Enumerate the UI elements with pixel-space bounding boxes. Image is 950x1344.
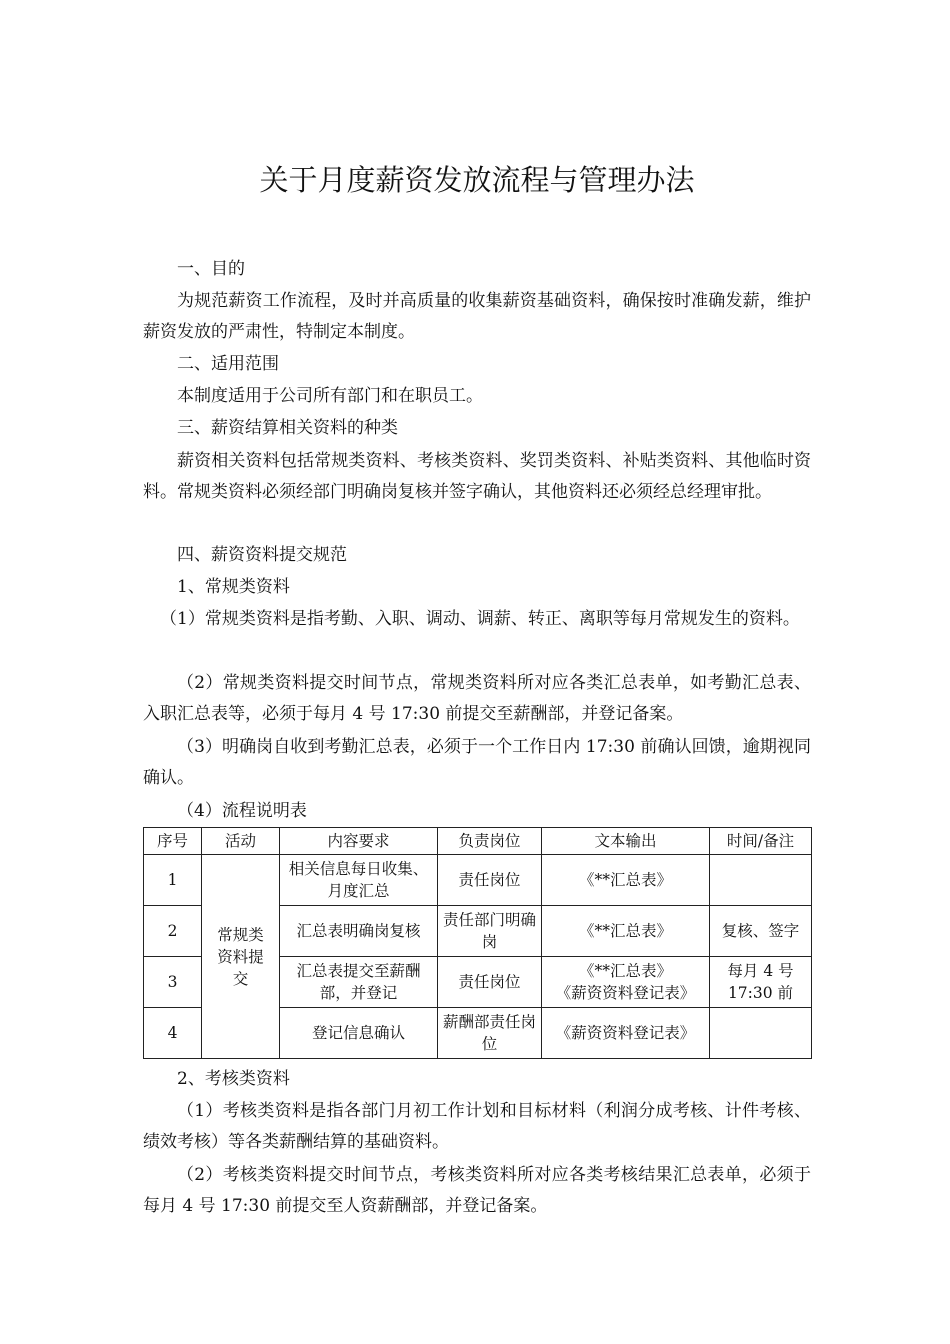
role-cell: 责任岗位 xyxy=(438,957,542,1008)
paragraph-scope: 本制度适用于公司所有部门和在职员工。 xyxy=(177,386,483,406)
row-number: 2 xyxy=(144,906,202,957)
row-number: 4 xyxy=(144,1008,202,1059)
output-line: 《薪资资料登记表》 xyxy=(555,984,696,1002)
subsection-heading-routine: 1、常规类资料 xyxy=(177,577,290,597)
note-cell: 每月 4 号 17:30 前 xyxy=(710,957,812,1008)
document-title: 关于月度薪资发放流程与管理办法 xyxy=(259,163,695,197)
note-cell: 复核、签字 xyxy=(710,906,812,957)
table-header-cell: 时间/备注 xyxy=(710,828,812,855)
paragraph-material-types: 薪资相关资料包括常规类资料、考核类资料、奖罚类资料、补贴类资料、其他临时资料。常规类资料必须经部门明确岗复核并签字确认，其他资料还必须经总经理审批。 xyxy=(143,451,811,502)
paragraph-assessment-1: （1）考核类资料是指各部门月初工作计划和目标材料（利润分成考核、计件考核、绩效考核）等各类薪酬结算的基础资料。 xyxy=(143,1101,811,1152)
table-header-cell: 负责岗位 xyxy=(438,828,542,855)
table-row xyxy=(144,855,812,906)
content-cell: 汇总表提交至薪酬部，并登记 xyxy=(280,957,438,1008)
output-cell: 《薪资资料登记表》 xyxy=(542,1008,710,1059)
table-header-cell: 活动 xyxy=(202,828,280,855)
paragraph-routine-1: （1）常规类资料是指考勤、入职、调动、调薪、转正、离职等每月常规发生的资料。 xyxy=(160,609,800,629)
note-cell xyxy=(710,1008,812,1059)
output-cell xyxy=(542,957,710,1008)
paragraph-purpose: 为规范薪资工作流程，及时并高质量的收集薪资基础资料，确保按时准确发薪，维护薪资发放的严肃性，特制定本制度。 xyxy=(143,291,811,342)
table-header-cell: 内容要求 xyxy=(280,828,438,855)
content-cell: 登记信息确认 xyxy=(280,1008,438,1059)
content-cell: 汇总表明确岗复核 xyxy=(280,906,438,957)
section-heading-submission: 四、薪资资料提交规范 xyxy=(177,545,347,565)
section-heading-material-types: 三、薪资结算相关资料的种类 xyxy=(177,418,398,438)
row-number: 1 xyxy=(144,855,202,906)
table-header-cell: 文本输出 xyxy=(542,828,710,855)
paragraph-routine-2: （2）常规类资料提交时间节点，常规类资料所对应各类汇总表单，如考勤汇总表、入职汇总表等，必须于每月 4 号 17:30 前提交至薪酬部，并登记备案。 xyxy=(143,673,811,724)
table-header-cell: 序号 xyxy=(144,828,202,855)
process-table xyxy=(143,827,812,1059)
paragraph-routine-3: （3）明确岗自收到考勤汇总表，必须于一个工作日内 17:30 前确认回馈，逾期视同确认。 xyxy=(143,737,811,788)
row-number: 3 xyxy=(144,957,202,1008)
section-heading-scope: 二、适用范围 xyxy=(177,354,279,374)
role-cell: 责任部门明确岗 xyxy=(438,906,542,957)
role-cell: 薪酬部责任岗位 xyxy=(438,1008,542,1059)
table-header-row xyxy=(144,828,812,855)
output-cell: 《**汇总表》 xyxy=(542,906,710,957)
role-cell: 责任岗位 xyxy=(438,855,542,906)
output-line: 《**汇总表》 xyxy=(578,962,672,980)
activity-cell: 常规类资料提交 xyxy=(202,855,280,1059)
content-cell: 相关信息每日收集、月度汇总 xyxy=(280,855,438,906)
paragraph-routine-4: （4）流程说明表 xyxy=(177,801,307,821)
subsection-heading-assessment: 2、考核类资料 xyxy=(177,1069,290,1089)
section-heading-purpose: 一、目的 xyxy=(177,259,245,279)
paragraph-assessment-2: （2）考核类资料提交时间节点，考核类资料所对应各类考核结果汇总表单，必须于每月 4 号 17:30 前提交至人资薪酬部，并登记备案。 xyxy=(143,1165,811,1216)
note-cell xyxy=(710,855,812,906)
output-cell: 《**汇总表》 xyxy=(542,855,710,906)
